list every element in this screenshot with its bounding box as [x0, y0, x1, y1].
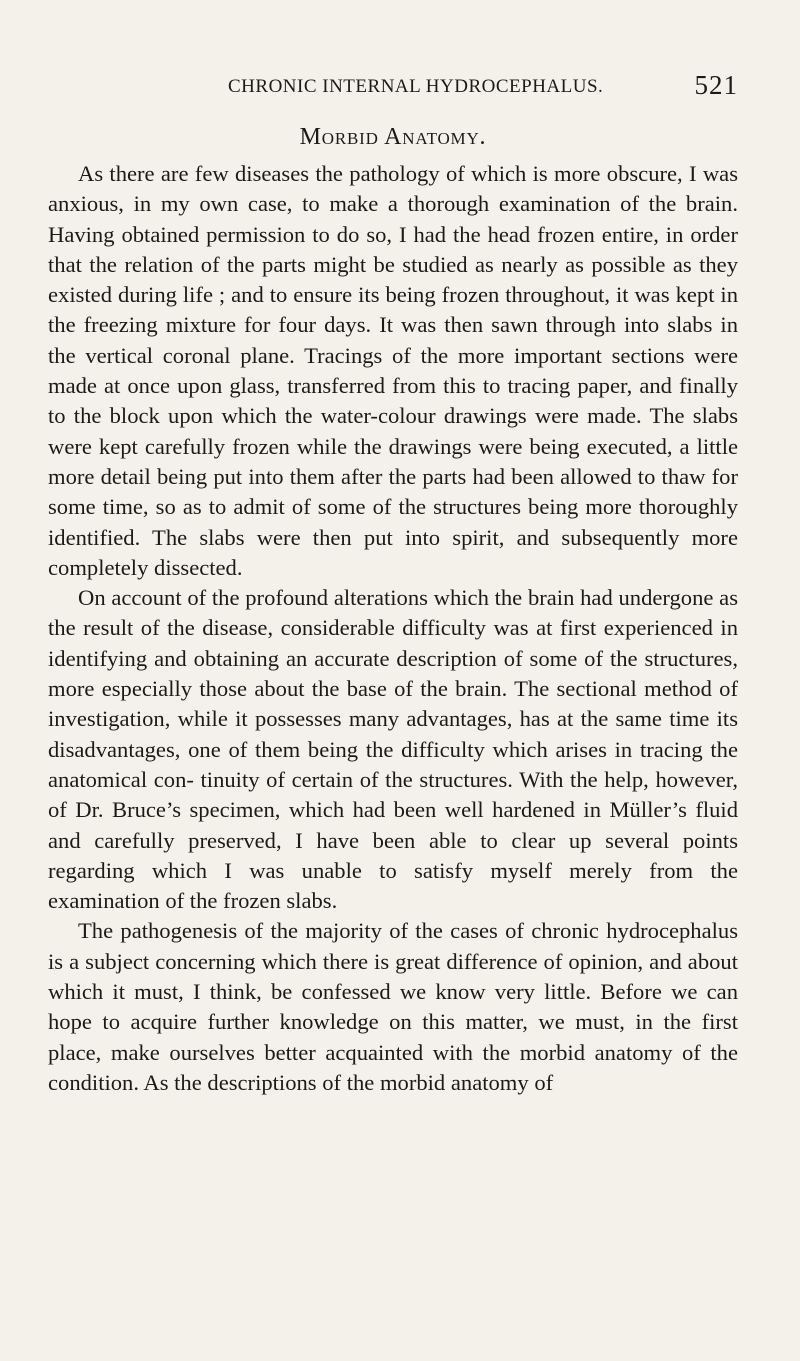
running-title: CHRONIC INTERNAL HYDROCEPHALUS. [228, 76, 604, 97]
paragraph: On account of the profound alterations which the brain had undergone as the result of the disease, considerable difficulty was at first experienced in identifying and obtaining an accurate description of some of the structures, more especially those about the base of the brain. The sectional method of investigation, while it possesses many advantages, has at the same time its disadvantages, one of them being the difficulty which arises in tracing the anatomical con- tinuity of certain of the structures. With the help, however, of Dr. Bruce’s specimen, which had been well hardened in Müller’s fluid and carefully preserved, I have been able to clear up several points regarding which I was unable to satisfy myself merely from the examination of the frozen slabs. [48, 585, 738, 914]
book-page [48, 68, 738, 1098]
body-text [48, 159, 738, 1098]
page-number: 521 [694, 70, 738, 100]
paragraph: As there are few diseases the pathology of which is more obscure, I was anxious, in my own case, to make a thorough examination of the brain. Having obtained permission to do so, I had the head frozen entire, in order that the relation of the parts might be studied as nearly as possible as they existed during life ; and to ensure its being frozen throughout, it was kept in the freezing mixture for four days. It was then sawn through into slabs in the vertical coronal plane. Tracings of the more important sections were made at once upon glass, transferred from this to tracing paper, and finally to the block upon which the water-colour drawings were made. The slabs were kept carefully frozen while the drawings were being executed, a little more detail being put into them after the parts had been allowed to thaw for some time, so as to admit of some of the structures being more thoroughly identified. The slabs were then put into spirit, and subsequently more completely dissected. [48, 161, 738, 580]
paragraph: The pathogenesis of the majority of the cases of chronic hydrocephalus is a subject concerning which there is great difference of opinion, and about which it must, I think, be confessed we know very little. Before we can hope to acquire further knowledge on this matter, we must, in the first place, make ourselves better acquainted with the morbid anatomy of the condition. As the descriptions of the morbid anatomy of [48, 918, 738, 1095]
running-header [48, 68, 738, 102]
section-heading: Morbid Anatomy. [299, 124, 487, 150]
